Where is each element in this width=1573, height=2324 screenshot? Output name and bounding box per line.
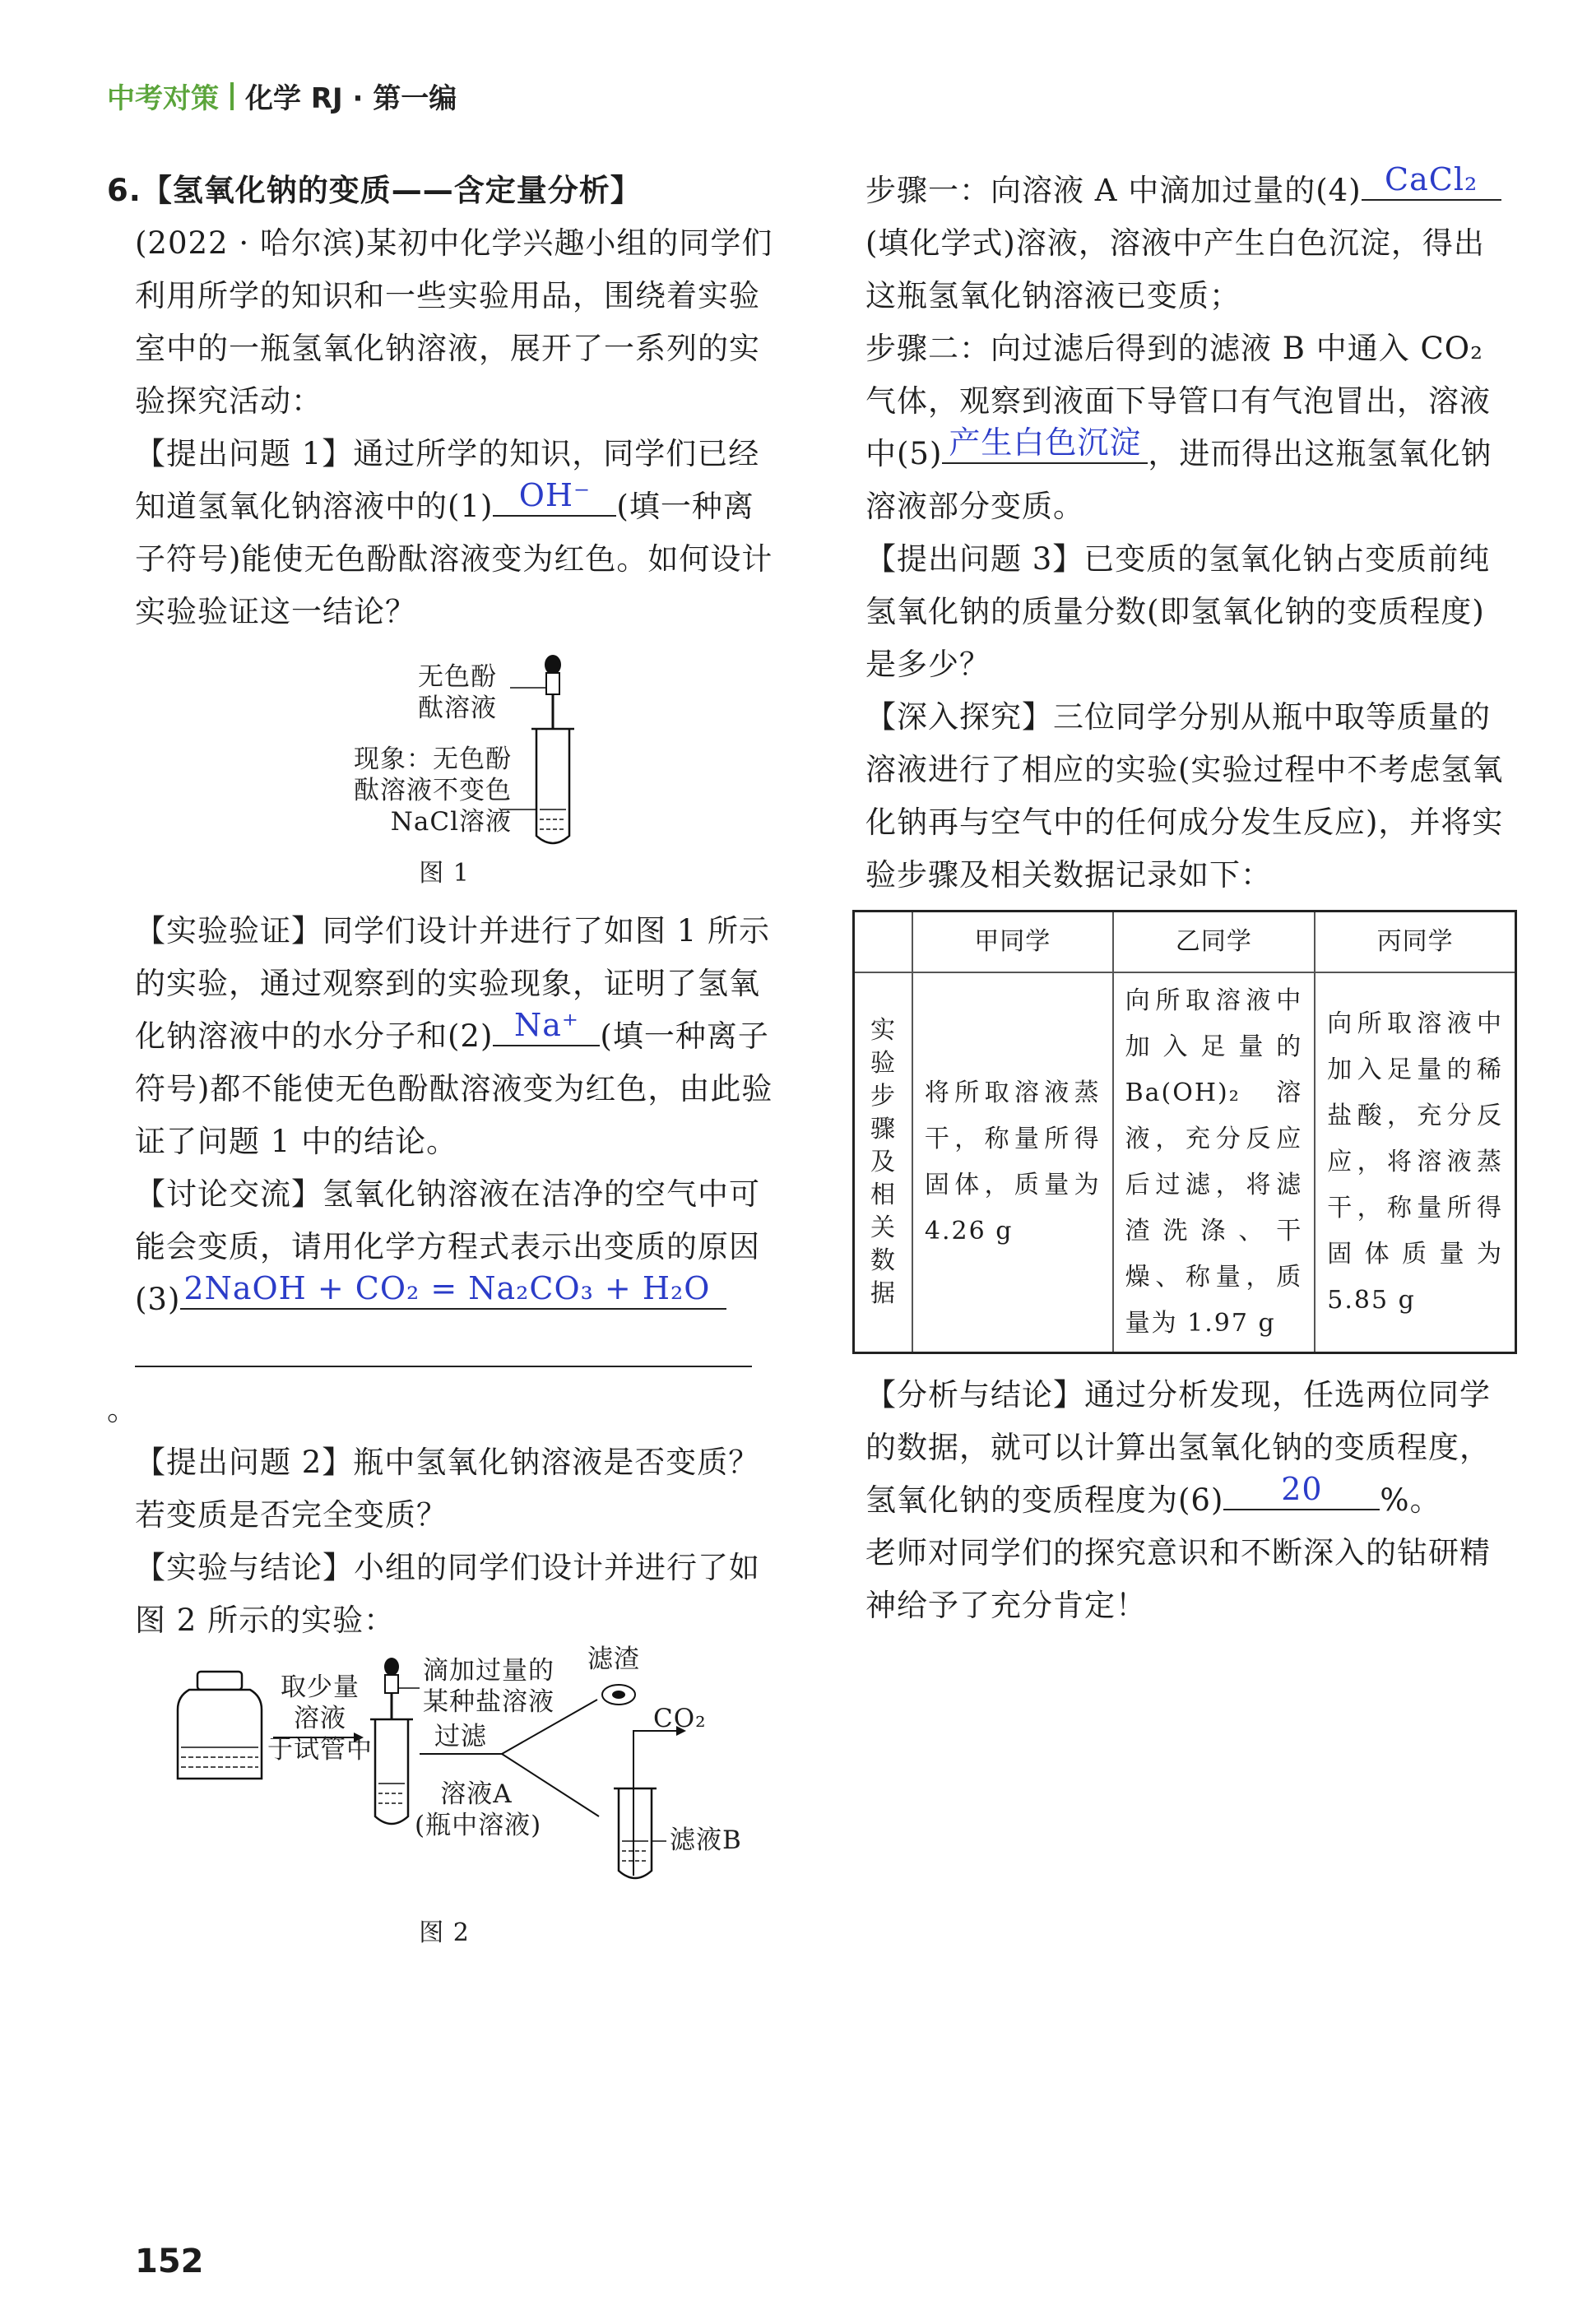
data-table [852,910,1517,1354]
question-1-text-a: 【提出问题 1】通过所学的知识，同学们已经知道氢氧化钠溶液中的(1) [135,436,760,524]
answer-blank-5 [942,424,1148,464]
analysis-text-a: 【分析与结论】通过分析发现，任选两位同学的数据，就可以计算出氢氧化钠的变质程度，氢氧化钠的变质程度为(6) [865,1377,1491,1518]
fig2-filtrate-b-label: 滤液B [670,1825,742,1855]
fig2-drop-label: 滴加过量的 某种盐溶液 [423,1656,554,1717]
table-header-cell: 甲同学 [912,912,1113,973]
fig2-co2-label: CO₂ [653,1704,707,1733]
table-cell: 向所取溶液中加入足量的 Ba(OH)₂ 溶液，充分反应后过滤，将滤渣洗涤、干燥、称量，质量为 1.97 g [1113,972,1315,1353]
step-1-paragraph [865,161,1515,322]
table-cell: 将所取溶液蒸干，称量所得固体，质量为 4.26 g [912,972,1113,1353]
fig2-take-label: 取少量 溶液 于试管中 [267,1672,373,1765]
question-3-paragraph: 【提出问题 3】已变质的氢氧化钠占变质前纯氢氧化钠的质量分数(即氢氧化钠的变质程度)是多少？ [865,541,1491,682]
figure-1 [107,647,782,893]
fig2-residue-label: 滤渣 [587,1644,640,1674]
step-2-text-b: ，进而得出这瓶氢氧化钠溶液部分变质。 [865,436,1492,524]
answer-4: CaCl₂ [1385,161,1478,197]
table-row-label-text: 实 验 步 骤 及 相 关 数 据 [870,1016,896,1308]
figure-1-caption: 图 1 [419,859,470,888]
answer-5: 产生白色沉淀 [949,424,1142,461]
answer-blank-4 [1362,161,1501,201]
table-row-label [854,972,912,1353]
fig1-apparatus-drawing [494,647,609,860]
question-2-paragraph: 【提出问题 2】瓶中氢氧化钠溶液是否变质？若变质是否完全变质？ [135,1445,760,1533]
answer-2: Na⁺ [513,1007,579,1043]
verify-text-a: 【实验验证】同学们设计并进行了如图 1 所示的实验，通过观察到的实验现象，证明了氢氧化钠溶液中的水分子和(2) [135,913,771,1054]
fig2-filter-label: 过滤 [434,1722,487,1751]
discussion-text: 【讨论交流】氢氧化钠溶液在洁净的空气中可能会变质，请用化学方程式表示出变质的原因(3) [135,1176,760,1317]
step-1-text-a: 步骤一：向溶液 A 中滴加过量的(4) [865,173,1362,208]
question-number: 6. [107,173,142,208]
answer-3: 2NaOH + CO₂ = Na₂CO₃ + H₂O [183,1270,711,1306]
step-2-text-a: 步骤二：向过滤后得到的滤液 B 中通入 CO₂ 气体，观察到液面下导管口有气泡冒出，溶液中(5) [865,331,1491,471]
table-corner-cell [854,912,912,973]
experiment-verify-paragraph [107,905,782,1168]
step-1-text-b: (填化学式)溶液，溶液中产生白色沉淀，得出这瓶氢氧化钠溶液已变质； [865,225,1485,313]
question-1-paragraph [107,428,782,638]
right-column [865,161,1515,1632]
table-header-cell: 丙同学 [1315,912,1515,973]
verify-text-b: (填一种离子符号)都不能使无色酚酞溶液变为红色，由此验证了问题 1 中的结论。 [135,1018,773,1159]
analysis-text-b: %。 [1380,1482,1441,1518]
fig2-solution-a-label: 溶液A (瓶中溶液) [415,1779,542,1840]
left-column [107,165,782,1963]
intro-paragraph: (2022 · 哈尔滨)某初中化学兴趣小组的同学们利用所学的知识和一些实验用品，围绕着实验室中的一瓶氢氧化钠溶液，展开了一系列的实验探究活动： [135,225,773,419]
discussion-tail [107,1331,782,1436]
fig1-reagent-label: 无色酚 酞溶液 [418,662,497,723]
answer-6: 20 [1281,1471,1323,1507]
answer-blank-6 [1223,1471,1380,1510]
answer-blank-3-continued [135,1333,752,1367]
table-row [854,972,1516,1353]
question-topic: 【氢氧化钠的变质——含定量分析】 [141,173,642,208]
discussion-end-mark: 。 [107,1392,138,1427]
series-title: 中考对策 [107,82,219,115]
step-2-paragraph [865,322,1515,533]
figure-2 [107,1644,782,1951]
fig1-phenomenon-label: 现象：无色酚 酞溶液不变色 NaCl溶液 [354,745,512,837]
subject-title: 化学 RJ · 第一编 [245,82,457,115]
header-divider [230,82,234,110]
answer-1: OH⁻ [518,477,592,513]
answer-blank-1 [493,477,616,517]
question-1-text-b: (填一种离子符号)能使无色酚酞溶液变为红色。如何设计实验验证这一结论？ [135,489,773,629]
discussion-paragraph [107,1168,782,1326]
deep-explore-paragraph: 【深入探究】三位同学分别从瓶中取等质量的溶液进行了相应的实验(实验过程中不考虑氢氧化钠再与空气中的任何成分发生反应)，并将实验步骤及相关数据记录如下： [865,699,1504,893]
table-header-row [854,912,1516,973]
figure-2-caption: 图 2 [419,1918,470,1947]
closing-paragraph: 老师对同学们的探究意识和不断深入的钻研精神给予了充分肯定！ [865,1535,1491,1623]
experiment-conclusion-paragraph: 【实验与结论】小组的同学们设计并进行了如图 2 所示的实验： [135,1550,760,1638]
page-number: 152 [135,2243,204,2280]
answer-blank-3 [180,1270,726,1310]
table-cell: 向所取溶液中加入足量的稀盐酸，充分反应，将溶液蒸干，称量所得固体质量为 5.85 g [1315,972,1515,1353]
page-header [107,76,457,116]
analysis-paragraph [865,1369,1515,1527]
table-header-cell: 乙同学 [1113,912,1315,973]
question-title [107,165,782,217]
answer-blank-2 [493,1007,600,1046]
